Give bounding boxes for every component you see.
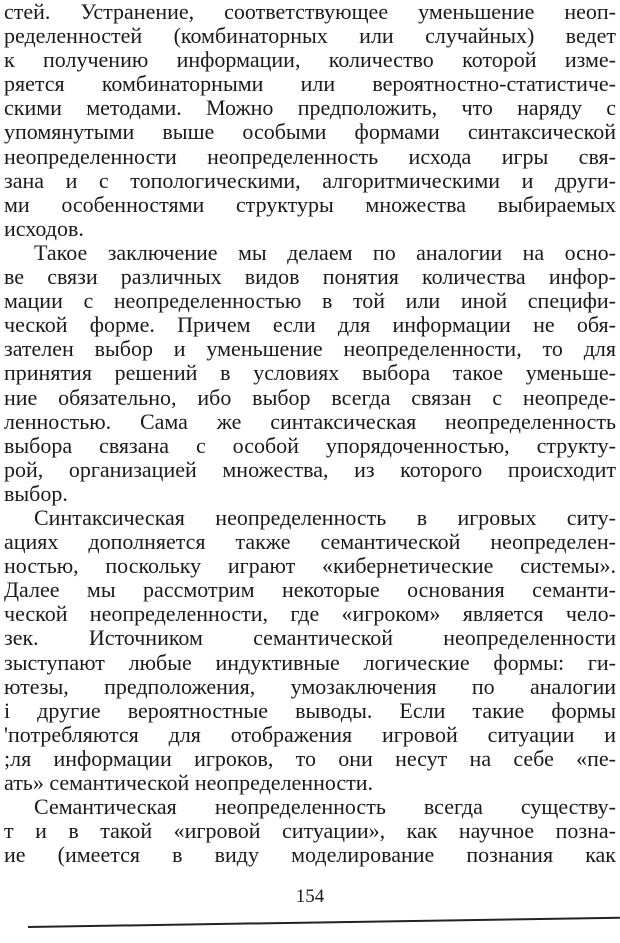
text-line: ностью, поскольку играют «кибернетические системы». [4, 554, 616, 579]
text-line: зыступают любые индуктивные логические формы: ги- [4, 650, 616, 675]
text-line: ;ля информации игроков, то они несут на себе «пе- [4, 746, 616, 771]
text-line: ние обязательно, ибо выбор всегда связан с неопреде- [4, 385, 616, 410]
text-line: мации с неопределенностью в той или иной специфи- [4, 289, 616, 314]
text-line: 'потребляются для отображения игровой ситуации и [4, 722, 616, 747]
text-line: скими методами. Можно предположить, что наряду с [4, 96, 616, 121]
text-line: ленностью. Сама же синтаксическая неопределенность [4, 409, 616, 434]
text-line: т и в такой «игровой ситуации», как научное позна- [4, 819, 616, 844]
text-line: принятия решений в условиях выбора такое уменьше- [4, 361, 616, 386]
text-line: выбор. [4, 481, 68, 506]
text-line: неопределенности неопределенность исхода игры свя- [4, 144, 616, 169]
text-line: і другие вероятностные выводы. Если такие формы [4, 698, 616, 723]
text-line: ациях дополняется также семантической неопределен- [4, 530, 616, 555]
text-line: ать» семантической неопределенности. [4, 771, 374, 795]
text-line: стей. Устранение, соответствующее уменьшение неоп- [4, 0, 616, 24]
text-line: к получению информации, количество которой изме- [4, 48, 616, 73]
text-line: ютезы, предположения, умозаключения по аналогии [4, 674, 616, 699]
text-line: Такое заключение мы делаем по аналогии на осно- [34, 240, 616, 265]
text-line: ряется комбинаторными или вероятностно-статистиче- [4, 72, 616, 97]
text-line: ие (имеется в виду моделирование познания как [4, 843, 616, 868]
text-line: ределенностей (комбинаторных или случайных) ведет [4, 24, 616, 49]
text-line: ческой форме. Причем если для информации не обя- [4, 313, 616, 338]
text-line: ми особенностями структуры множества выбираемых [4, 192, 616, 217]
page-body-text [4, 0, 616, 867]
text-line: ве связи различных видов понятия количества инфор- [4, 265, 616, 290]
text-line: рой, организацией множества, из которого происходит [4, 457, 616, 482]
text-line: Синтаксическая неопределенность в игровых ситу- [34, 505, 616, 530]
text-line: исходов. [4, 216, 84, 241]
page-number: 154 [295, 886, 325, 907]
text-line: зана и с топологическими, алгоритмическими и други- [4, 168, 616, 193]
footer-rule [28, 917, 620, 928]
text-line: зек. Источником семантической неопределенности [4, 626, 616, 651]
text-line: Семантическая неопределенность всегда существу- [34, 795, 616, 820]
text-line: упомянутыми выше особыми формами синтаксической [4, 120, 616, 145]
text-line: Далее мы рассмотрим некоторые основания семанти- [4, 578, 616, 603]
text-line: зателен выбор и уменьшение неопределенности, то для [4, 337, 616, 362]
text-line: ческой неопределенности, где «игроком» является чело- [4, 602, 616, 627]
text-line: выбора связана с особой упорядоченностью, структу- [4, 433, 616, 458]
